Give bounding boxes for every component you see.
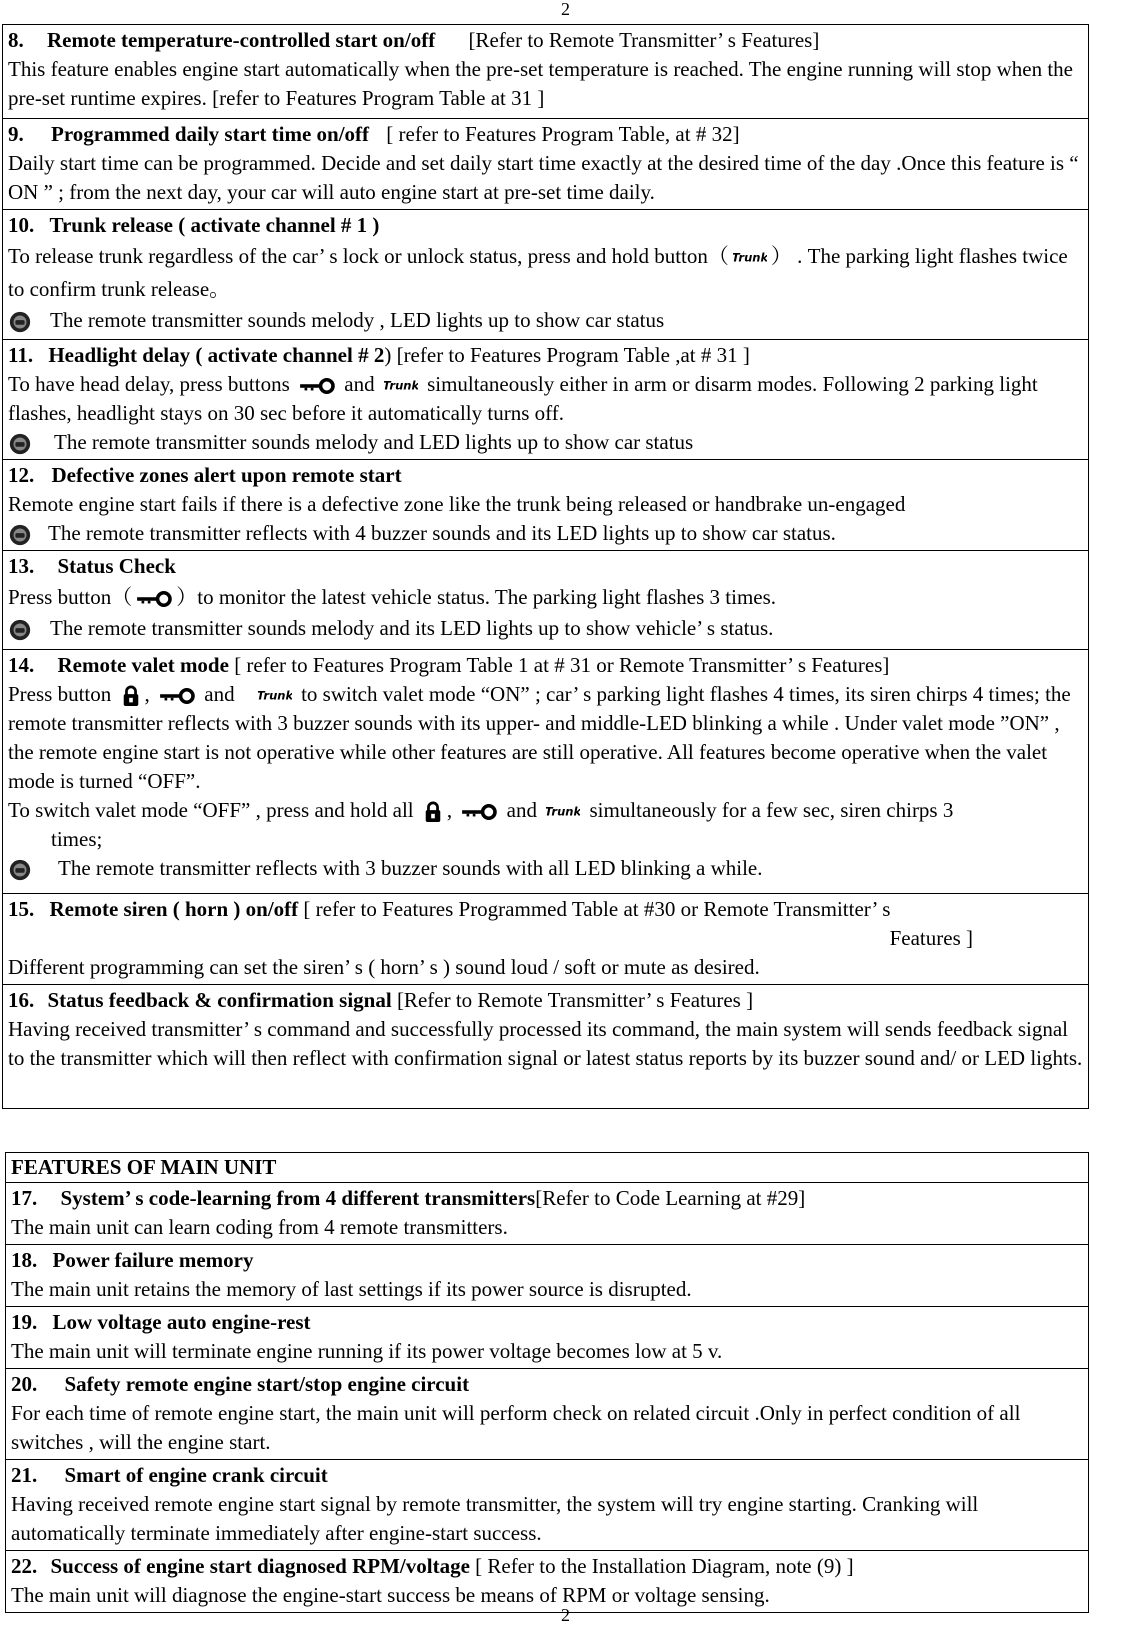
feature-title: Headlight delay ( activate channel # 2 xyxy=(48,343,385,367)
feature-title: Programmed daily start time on/off xyxy=(51,122,370,146)
and-word: and xyxy=(506,798,537,822)
feature-title: Trunk release ( activate channel # 1 ) xyxy=(49,213,380,237)
feature-body: ）to monitor the latest vehicle status. The parking light flashes 3 times. xyxy=(176,585,777,609)
car-status-icon xyxy=(8,523,32,547)
feature-title: Status feedback & confirmation signal xyxy=(47,988,392,1012)
feature-body: The main unit will terminate engine running if its power voltage becomes low at 5 v. xyxy=(11,1339,723,1363)
feature-number: 8. xyxy=(8,28,24,52)
feature-15 xyxy=(3,894,1089,985)
car-status-icon xyxy=(8,858,32,882)
feature-number: 14. xyxy=(8,653,35,677)
feature-ref: [Refer to Remote Transmitter’ s Features] xyxy=(468,28,820,52)
feature-20 xyxy=(6,1369,1089,1460)
key-button-icon xyxy=(299,378,335,394)
feature-title: Status Check xyxy=(57,554,176,578)
feature-body: Different programming can set the siren’ s ( horn’ s ) sound loud / soft or mute as desired. xyxy=(8,955,760,979)
feature-body: For each time of remote engine start, the main unit will perform check on related circuit .Only in perfect condition of all switches , will the engine start. xyxy=(11,1401,1021,1454)
feature-ref: [Refer to Code Learning at #29] xyxy=(535,1186,806,1210)
lock-button-icon xyxy=(121,685,141,707)
feature-number: 16. xyxy=(8,988,35,1012)
feature-body: Remote engine start fails if there is a defective zone like the trunk being released or handbrake un-engaged xyxy=(8,492,906,516)
feature-body: Press button（ xyxy=(8,585,133,609)
feature-title: Safety remote engine start/stop engine circuit xyxy=(64,1372,470,1396)
feature-body: ） . The parking light flashes twice to confirm trunk release。 xyxy=(8,244,1068,301)
feature-10 xyxy=(3,210,1089,340)
feature-number: 22. xyxy=(11,1554,38,1578)
and-word: and xyxy=(204,682,235,706)
car-status-icon xyxy=(8,618,32,642)
feature-13 xyxy=(3,551,1089,650)
key-button-icon xyxy=(159,688,195,704)
feature-ref: [Refer to Remote Transmitter’ s Features ] xyxy=(396,988,754,1012)
page-number-bottom: 2 xyxy=(561,1605,570,1625)
feature-21 xyxy=(6,1460,1089,1551)
main-unit-table xyxy=(5,1152,1089,1613)
feature-body: Daily start time can be programmed. Decide and set daily start time exactly at the desired time of the day .Once this feature is “ ON ” ; from the next day, your car will auto engine start at pre-set time daily. xyxy=(8,151,1079,204)
feature-number: 19. xyxy=(11,1310,38,1334)
feature-14 xyxy=(3,650,1089,894)
feature-body: and xyxy=(344,372,375,396)
feature-ref: [ refer to Features Program Table, at # 32] xyxy=(386,122,740,146)
trunk-button-icon xyxy=(258,688,292,704)
car-status-icon xyxy=(8,310,32,334)
feature-ref-continued: Features ] xyxy=(889,926,973,950)
feature-8 xyxy=(3,25,1089,119)
feature-number: 15. xyxy=(8,897,35,921)
lock-button-icon xyxy=(423,801,443,823)
feature-title: Remote temperature-controlled start on/off xyxy=(47,28,436,52)
feature-number: 13. xyxy=(8,554,35,578)
page-number-top: 2 xyxy=(561,0,570,19)
feature-body: The main unit can learn coding from 4 remote transmitters. xyxy=(11,1215,508,1239)
feature-title: Remote valet mode xyxy=(57,653,229,677)
feature-ref: ) [refer to Features Program Table ,at # 31 ] xyxy=(384,343,750,367)
key-button-icon xyxy=(136,591,172,607)
feature-body: Having received remote engine start signal by remote transmitter, the system will try engine starting. Cranking will automatically terminate immediately after engine-start success. xyxy=(11,1492,979,1545)
feature-body: To have head delay, press buttons xyxy=(8,372,290,396)
feature-body: to switch valet mode “ON” ; car’ s parking light flashes 4 times, its siren chirps 4 times; the remote transmitter reflects with 3 buzzer sounds with its upper- and middle-LED blinking a while . Under valet mode ”ON” , the remote engine start is not operative while other features are still operative. All features become operative when the valet mode is turned “OFF”. xyxy=(8,682,1071,793)
trunk-button-icon xyxy=(384,378,418,394)
comma: , xyxy=(446,798,453,822)
feature-16 xyxy=(3,985,1089,1109)
feature-title: System’ s code-learning from 4 different transmitters xyxy=(60,1186,536,1210)
feature-18 xyxy=(6,1245,1089,1307)
main-unit-heading: FEATURES OF MAIN UNIT xyxy=(6,1153,1089,1183)
feature-note: The remote transmitter sounds melody and its LED lights up to show vehicle’ s status. xyxy=(50,616,774,640)
feature-number: 10. xyxy=(8,213,35,237)
feature-body: Press button xyxy=(8,682,112,706)
feature-body: The main unit will diagnose the engine-start success be means of RPM or voltage sensing. xyxy=(11,1583,770,1607)
feature-title: Power failure memory xyxy=(52,1248,254,1272)
feature-ref: [ Refer to the Installation Diagram, note (9) ] xyxy=(475,1554,854,1578)
trunk-button-icon xyxy=(546,804,580,820)
feature-number: 21. xyxy=(11,1463,38,1487)
feature-9 xyxy=(3,119,1089,210)
feature-title: Remote siren ( horn ) on/off xyxy=(49,897,299,921)
feature-title: Success of engine start diagnosed RPM/voltage xyxy=(50,1554,470,1578)
feature-title: Defective zones alert upon remote start xyxy=(51,463,402,487)
feature-body: simultaneously either in arm or disarm modes. Following 2 parking light flashes, headlight stays on 30 sec before it automatically turns off. xyxy=(8,372,1038,425)
feature-body: simultaneously for a few sec, siren chirps 3 xyxy=(589,798,954,822)
feature-body: To switch valet mode “OFF” , press and hold all xyxy=(8,798,414,822)
key-button-icon xyxy=(461,804,497,820)
features-table xyxy=(2,24,1089,1109)
feature-19 xyxy=(6,1307,1089,1369)
car-status-icon xyxy=(8,432,32,456)
trunk-button-icon xyxy=(733,250,767,266)
feature-body: This feature enables engine start automatically when the pre-set temperature is reached. The engine running will stop when the pre-set runtime expires. [refer to Features Program Table at 31 ] xyxy=(8,57,1073,110)
feature-body: The main unit retains the memory of last settings if its power source is disrupted. xyxy=(11,1277,692,1301)
feature-note: The remote transmitter reflects with 4 buzzer sounds and its LED lights up to show car status. xyxy=(48,521,836,545)
feature-12 xyxy=(3,460,1089,551)
feature-note: The remote transmitter sounds melody , LED lights up to show car status xyxy=(50,308,665,332)
feature-17 xyxy=(6,1183,1089,1245)
feature-note: The remote transmitter sounds melody and LED lights up to show car status xyxy=(54,430,694,454)
feature-note: The remote transmitter reflects with 3 buzzer sounds with all LED blinking a while. xyxy=(58,856,763,880)
feature-body: To release trunk regardless of the car’ s lock or unlock status, press and hold button（ xyxy=(8,244,729,268)
feature-title: Smart of engine crank circuit xyxy=(64,1463,328,1487)
feature-number: 18. xyxy=(11,1248,38,1272)
feature-body: times; xyxy=(51,827,103,851)
feature-11 xyxy=(3,340,1089,460)
feature-22 xyxy=(6,1551,1089,1613)
feature-body: Having received transmitter’ s command and successfully processed its command, the main system will sends feedback signal to the transmitter which will then reflect with confirmation signal or latest status reports by its buzzer sound and/ or LED lights. xyxy=(8,1017,1083,1070)
feature-ref: [ refer to Features Programmed Table at #30 or Remote Transmitter’ s xyxy=(303,897,891,921)
feature-number: 12. xyxy=(8,463,35,487)
feature-number: 9. xyxy=(8,122,24,146)
feature-number: 20. xyxy=(11,1372,38,1396)
feature-ref: [ refer to Features Program Table 1 at # 31 or Remote Transmitter’ s Features] xyxy=(234,653,890,677)
feature-title: Low voltage auto engine-rest xyxy=(52,1310,311,1334)
feature-number: 11. xyxy=(8,343,34,367)
comma: , xyxy=(144,682,150,706)
feature-number: 17. xyxy=(11,1186,38,1210)
